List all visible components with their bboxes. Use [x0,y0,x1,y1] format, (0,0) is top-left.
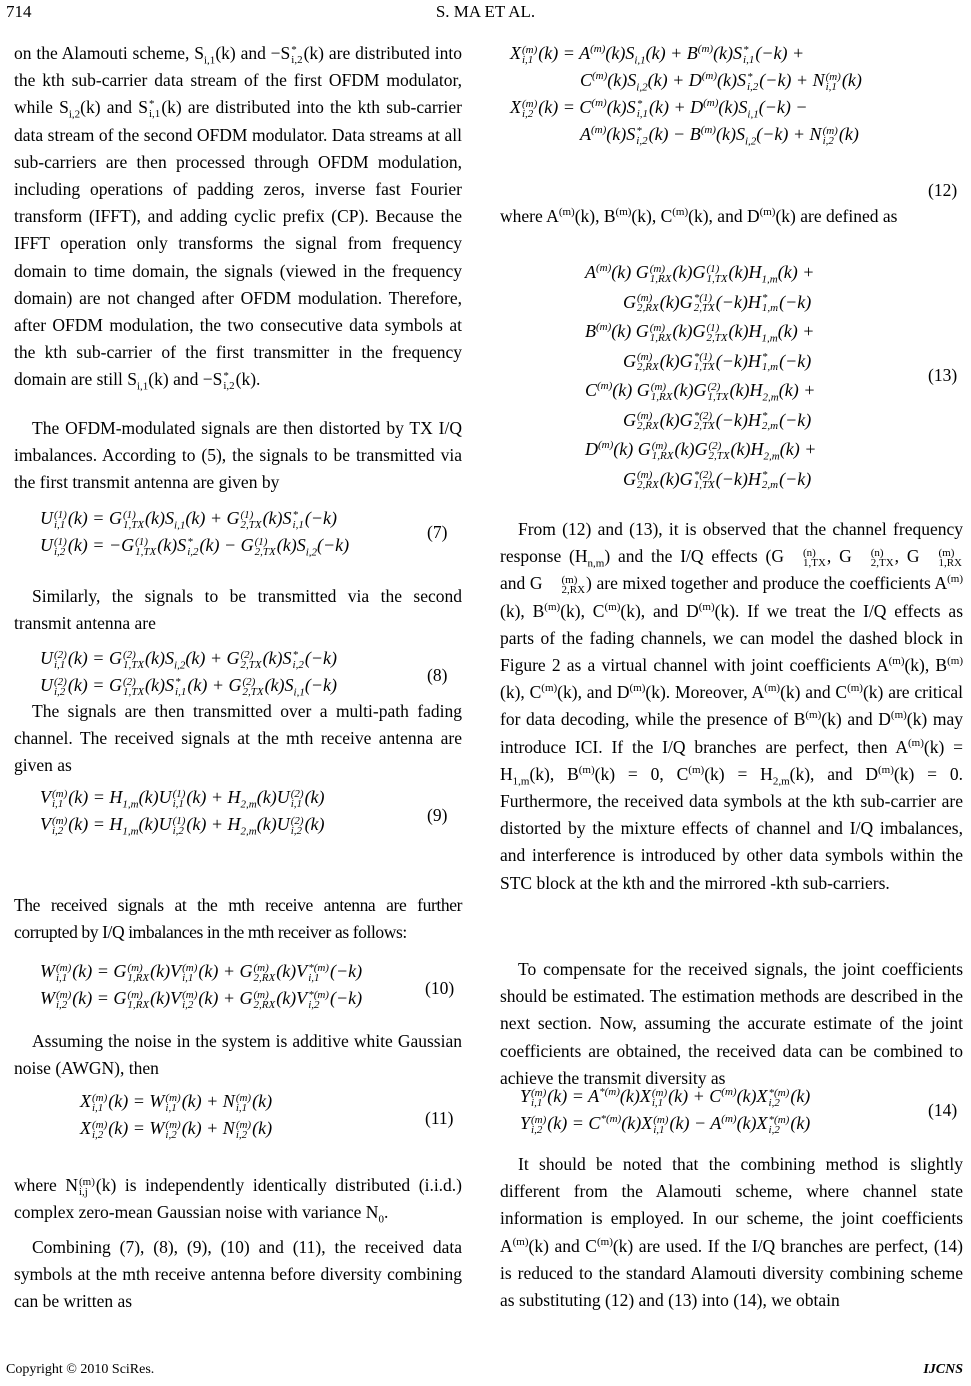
equation-line: X (m) i,1 (k) = W (m) i,1 (k) + N (m) i,1 (k) [80,1091,273,1114]
page-number: 714 [6,2,32,21]
paragraph: The signals are then transmitted over a multi-path fading channel. The received signals at the mth receive antenna are given as [14,701,462,776]
equation-line: U (2) i,2 (k) = G (2) 1,TX (k)S * i,1 (k) + G (2) 2,TX $(k)S_{i,1}(-k)$ [40,675,337,699]
equation-line: V (m) i,2 $(k) = H_{1,m}(k)U$ (1) i,2 $(k) + H_{2,m}(k)U$ (2) i,2 (k) [40,814,325,838]
equation-line: G (m) 2,RX (k)G *(2) 2,TX (−k)H * 2,m (−k) [623,409,812,433]
equation-label: (11) [425,1108,454,1128]
paragraph: on the Alamouti scheme, $S_{i,1}(k)$ and −S * i,2 (k) are distributed into the kth sub-carrier data stream of the first OFDM modulator, while $S_{i,2}(k)$ and S * i,1 (k) are distributed into the kth sub-carrier data stream of the second OFDM modulator. Data streams at all sub-carriers are then processed through OFDM modulation, including operations of padding zeros, inverse fast Fourier transform (IFFT), and adding cyclic prefix (CP). Because the IFFT operation only transforms the signal from frequency domain to time domain, the signals (viewed in the frequency domain) are not changed after OFDM modulation. Therefore, after OFDM modulation, the two consecutive data symbols at the kth sub-carrier of the first transmitter in the frequency domain are still $S_{i,1}(k)$ and −S * i,2 (k). [14,43,462,393]
equation-10 [40,958,362,1012]
journal-name: IJCNS [923,1362,963,1377]
equation-7 [40,505,349,559]
paragraph: Similarly, the signals to be transmitted via the second transmit antenna are [14,586,462,634]
paragraph: The received signals at the mth receive antenna are further corrupted by I/Q imbalances in the mth receiver as follows: [14,895,462,943]
equation-14 [520,1083,810,1137]
equation-line: X (m) i,1 $(k) = A^{(m)}(k)S_{i,1}(k) + B^{(m)}(k)S$ * i,1 (−k) + [510,43,805,67]
equation-line: U (2) i,1 (k) = G (2) 1,TX $(k)S_{i,2}(k) + G$ (2) 2,TX (k)S * i,2 (−k) [40,648,337,672]
equation-line: $C^{(m)}(k)$ G (m) 1,RX (k)G (2) 1,TX $(k)H_{2,m}(k)$ + [585,380,816,404]
paragraph: Combining (7), (8), (9), (10) and (11), the received data symbols at the mth receive antenna before diversity combining can be written as [14,1237,462,1312]
equation-13 [585,258,816,494]
equation-line: Y (m) i,2 $(k) = C^{*(m)}(k)X$ (m) i,1 $(k) - A^{(m)}(k)X$ *(m) i,2 (k) [520,1113,811,1136]
equation-line: $B^{(m)}(k)$ G (m) 1,RX (k)G (1) 2,TX $(k)H_{1,m}(k)$ + [585,321,815,345]
equation-line: G (m) 2,RX (k)G *(2) 1,TX (−k)H * 2,m (−k) [623,468,812,492]
paragraph: From (12) and (13), it is observed that the channel frequency response $(H_{n,m})$ and the I/Q effects (G (n) 1,TX , G (n) 2,TX , G (m) 1,RX and G (m) 2,RX ) are mixed together and produce the coefficients $A^{(m)}(k)$, $B^{(m)}(k)$, $C^{(m)}(k)$, and $D^{(m)}(k)$. If we treat the I/Q effects as parts of the fading channels, we can model the dashed block in Figure 2 as a virtual channel with joint coefficients $A^{(m)}(k)$, $B^{(m)}(k)$, $C^{(m)}(k)$, and $D^{(m)}(k)$. Moreover, $A^{(m)}(k)$ and $C^{(m)}(k)$ are critical for data decoding, while the presence of $B^{(m)}(k)$ and $D^{(m)}(k)$ may introduce ICI. If the I/Q branches are perfect, then $A^{(m)}(k) = H_{1,m}(k)$, $B^{(m)}(k) = 0$, $C^{(m)}(k) = H_{2,m}(k)$, and $D^{(m)}(k) = 0$. Furthermore, the received data symbols at the kth sub-carrier are distorted by the mixture effects of channel and I/Q imbalances, and interference is introduced by other data symbols within the STC block at the kth and the mirrored -kth sub-carriers. [500,519,964,893]
equation-label: (12) [928,180,958,200]
equation-line: V (m) i,1 $(k) = H_{1,m}(k)U$ (1) i,1 $(k) + H_{2,m}(k)U$ (2) i,1 (k) [40,787,325,811]
equation-line: $D^{(m)}(k)$ G (m) 1,RX (k)G (2) 2,TX $(k)H_{2,m}(k)$ + [585,439,817,463]
equation-line: $C^{(m)}(k)S_{i,2}(k) + D^{(m)}(k)S$ * i,2 (−k) + N (m) i,1 (k) [580,70,862,94]
equation-label: (9) [427,805,448,825]
equation-label: (10) [425,978,455,998]
equation-line: X (m) i,2 (k) = W (m) i,2 (k) + N (m) i,2 (k) [80,1118,273,1141]
copyright: Copyright © 2010 SciRes. [6,1362,155,1377]
equation-line: W (m) i,2 (k) = G (m) 1,RX (k)V (m) i,2 (k) + G (m) 2,RX (k)V *(m) i,2 (−k) [40,988,363,1011]
equation-line: Y (m) i,1 $(k) = A^{*(m)}(k)X$ (m) i,1 $(k) + C^{(m)}(k)X$ *(m) i,2 (k) [520,1086,811,1109]
equation-line: W (m) i,1 (k) = G (m) 1,RX (k)V (m) i,1 (k) + G (m) 2,RX (k)V *(m) i,1 (−k) [40,961,363,984]
equation-8 [40,645,337,699]
equation-12 [510,40,862,148]
paragraph: It should be noted that the combining method is slightly different from the Alamouti scheme, where channel state information is employed. In our scheme, the joint coefficients $A^{(m)}(k)$ and $C^{(m)}(k)$ are used. If the I/Q branches are perfect, (14) is reduced to the standard Alamouti diversity combining scheme as substituting (12) and (13) into (14), we obtain [500,1154,963,1311]
paragraph: Assuming the noise in the system is additive white Gaussian noise (AWGN), then [14,1031,462,1079]
paragraph: The OFDM-modulated signals are then distorted by TX I/Q imbalances. According to (5), the signals to be transmitted via the first transmit antenna are given by [14,418,462,493]
paragraph: To compensate for the received signals, the joint coefficients should be estimated. The estimation methods are described in the next section. Now, assuming the accurate estimate of the joint coefficients are obtained, the received data can be combined to achieve the transmit diversity as [500,959,963,1088]
running-header: S. MA ET AL. [435,2,536,21]
equation-label: (13) [928,365,958,385]
equation-line: X (m) i,2 $(k) = C^{(m)}(k)S$ * i,1 $(k) + D^{(m)}(k)S_{i,1}(-k)$ − [510,97,808,121]
equation-label: (14) [928,1100,958,1120]
paragraph: where N (m) i,j (k) is independently identically distributed (i.i.d.) complex zero-mean Gaussian noise with variance $N_0$. [14,1175,463,1226]
equation-line: $A^{(m)}(k)$ G (m) 1,RX (k)G (1) 1,TX $(k)H_{1,m}(k)$ + [585,262,815,286]
paragraph: where $A^{(m)}(k)$, $B^{(m)}(k)$, $C^{(m)}(k)$, and $D^{(m)}(k)$ are defined as [500,206,898,226]
equation-line: U (1) i,1 (k) = G (1) 1,TX $(k)S_{i,1}(k) + G$ (1) 2,TX (k)S * i,1 (−k) [40,508,337,532]
equation-line: $A^{(m)}(k)S$ * i,2 $(k) - B^{(m)}(k)S_{i,2}(-k) + N$ (m) i,2 (k) [580,124,859,148]
equation-9 [40,784,325,838]
equation-label: (8) [427,665,448,685]
equation-line: G (m) 2,RX (k)G *(1) 2,TX (−k)H * 1,m (−k) [623,291,812,315]
equation-line: G (m) 2,RX (k)G *(1) 1,TX (−k)H * 1,m (−k) [623,350,812,374]
equation-line: U (1) i,2 (k) = −G (1) 1,TX (k)S * i,2 (k) − G (1) 2,TX $(k)S_{i,2}(-k)$ [40,535,350,559]
equation-11 [80,1088,272,1142]
equation-label: (7) [427,522,448,542]
